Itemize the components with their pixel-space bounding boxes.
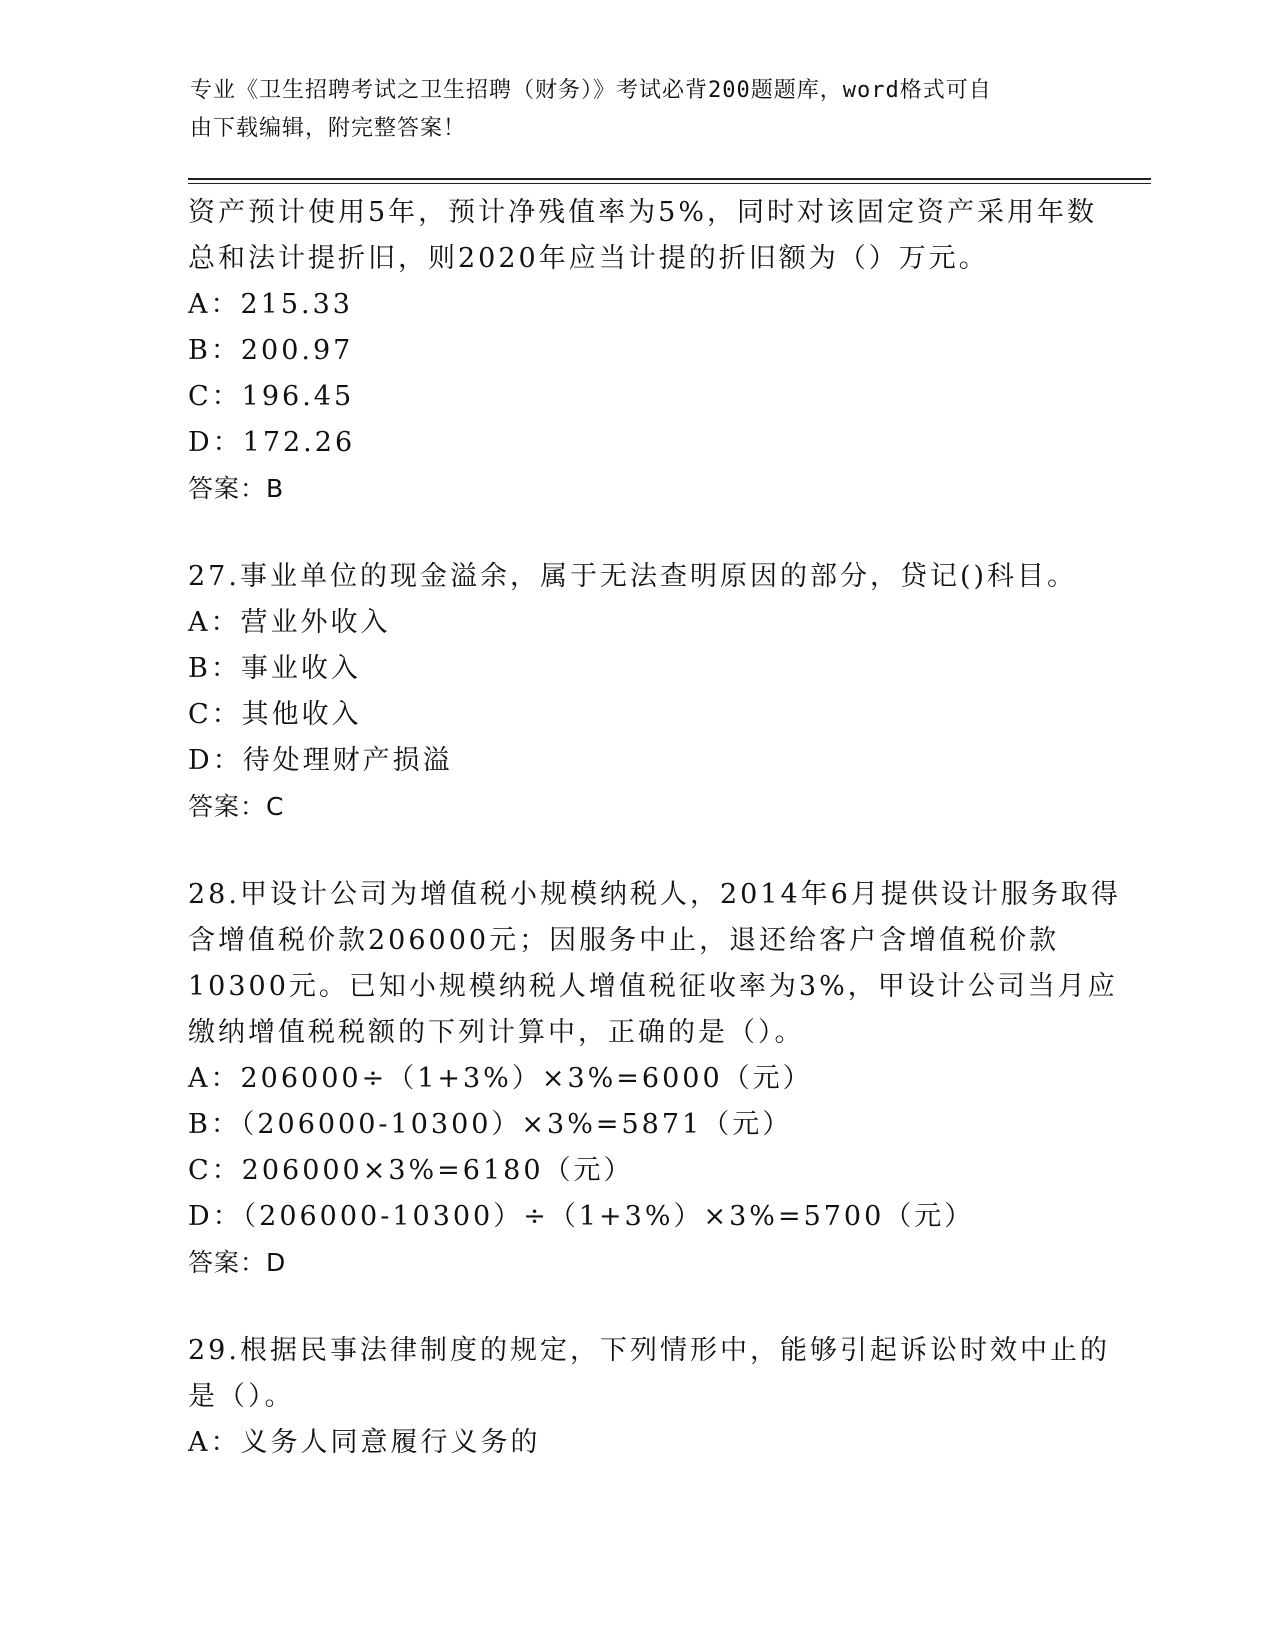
header-line: 专业《卫生招聘考试之卫生招聘（财务）》考试必背200题题库，word格式可自 <box>190 78 992 103</box>
question-text: 是（）。 <box>188 1381 295 1412</box>
answer: 答案：C <box>188 792 285 821</box>
question-text: 29.根据民事法律制度的规定，下列情形中，能够引起诉讼时效中止的 <box>188 1335 1110 1366</box>
option-c: C：196.45 <box>188 381 355 412</box>
answer: 答案：B <box>188 474 285 503</box>
option-b: B：事业收入 <box>188 653 361 684</box>
question-27 <box>188 554 1088 830</box>
header-divider-thin <box>188 183 1151 184</box>
question-text: 28.甲设计公司为增值税小规模纳税人，2014年6月提供设计服务取得 <box>188 879 1121 910</box>
option-a: A：206000÷（1+3%）×3%=6000（元） <box>188 1063 813 1094</box>
question-29 <box>188 1328 1110 1466</box>
question-list <box>188 190 1121 1466</box>
question-text: 资产预计使用5年，预计净残值率为5%，同时对该固定资产采用年数 <box>188 197 1098 228</box>
option-d: D：待处理财产损溢 <box>188 745 453 776</box>
option-c: C：206000×3%=6180（元） <box>188 1155 634 1186</box>
question-text: 含增值税价款206000元；因服务中止，退还给客户含增值税价款 <box>188 925 1060 956</box>
question-text: 27.事业单位的现金溢余，属于无法查明原因的部分，贷记()科目。 <box>188 561 1078 592</box>
option-c: C：其他收入 <box>188 699 362 730</box>
option-b: B：（206000-10300）×3%=5871（元） <box>188 1109 793 1140</box>
question-26 <box>188 190 1098 512</box>
option-b: B：200.97 <box>188 335 354 366</box>
header-line: 由下载编辑，附完整答案！ <box>190 116 467 141</box>
answer: 答案：D <box>188 1248 287 1277</box>
question-28 <box>188 872 1121 1286</box>
question-text: 10300元。已知小规模纳税人增值税征收率为3%，甲设计公司当月应 <box>188 971 1118 1002</box>
question-text: 缴纳增值税税额的下列计算中，正确的是（）。 <box>188 1017 805 1048</box>
option-d: D：172.26 <box>188 427 356 458</box>
option-d: D：（206000-10300）÷（1+3%）×3%=5700（元） <box>188 1201 975 1232</box>
option-a: A：215.33 <box>188 289 353 320</box>
document-header <box>190 72 1090 148</box>
header-divider <box>188 178 1151 180</box>
question-text: 总和法计提折旧，则2020年应当计提的折旧额为（）万元。 <box>188 243 989 274</box>
option-a: A：义务人同意履行义务的 <box>188 1427 541 1458</box>
option-a: A：营业外收入 <box>188 607 391 638</box>
